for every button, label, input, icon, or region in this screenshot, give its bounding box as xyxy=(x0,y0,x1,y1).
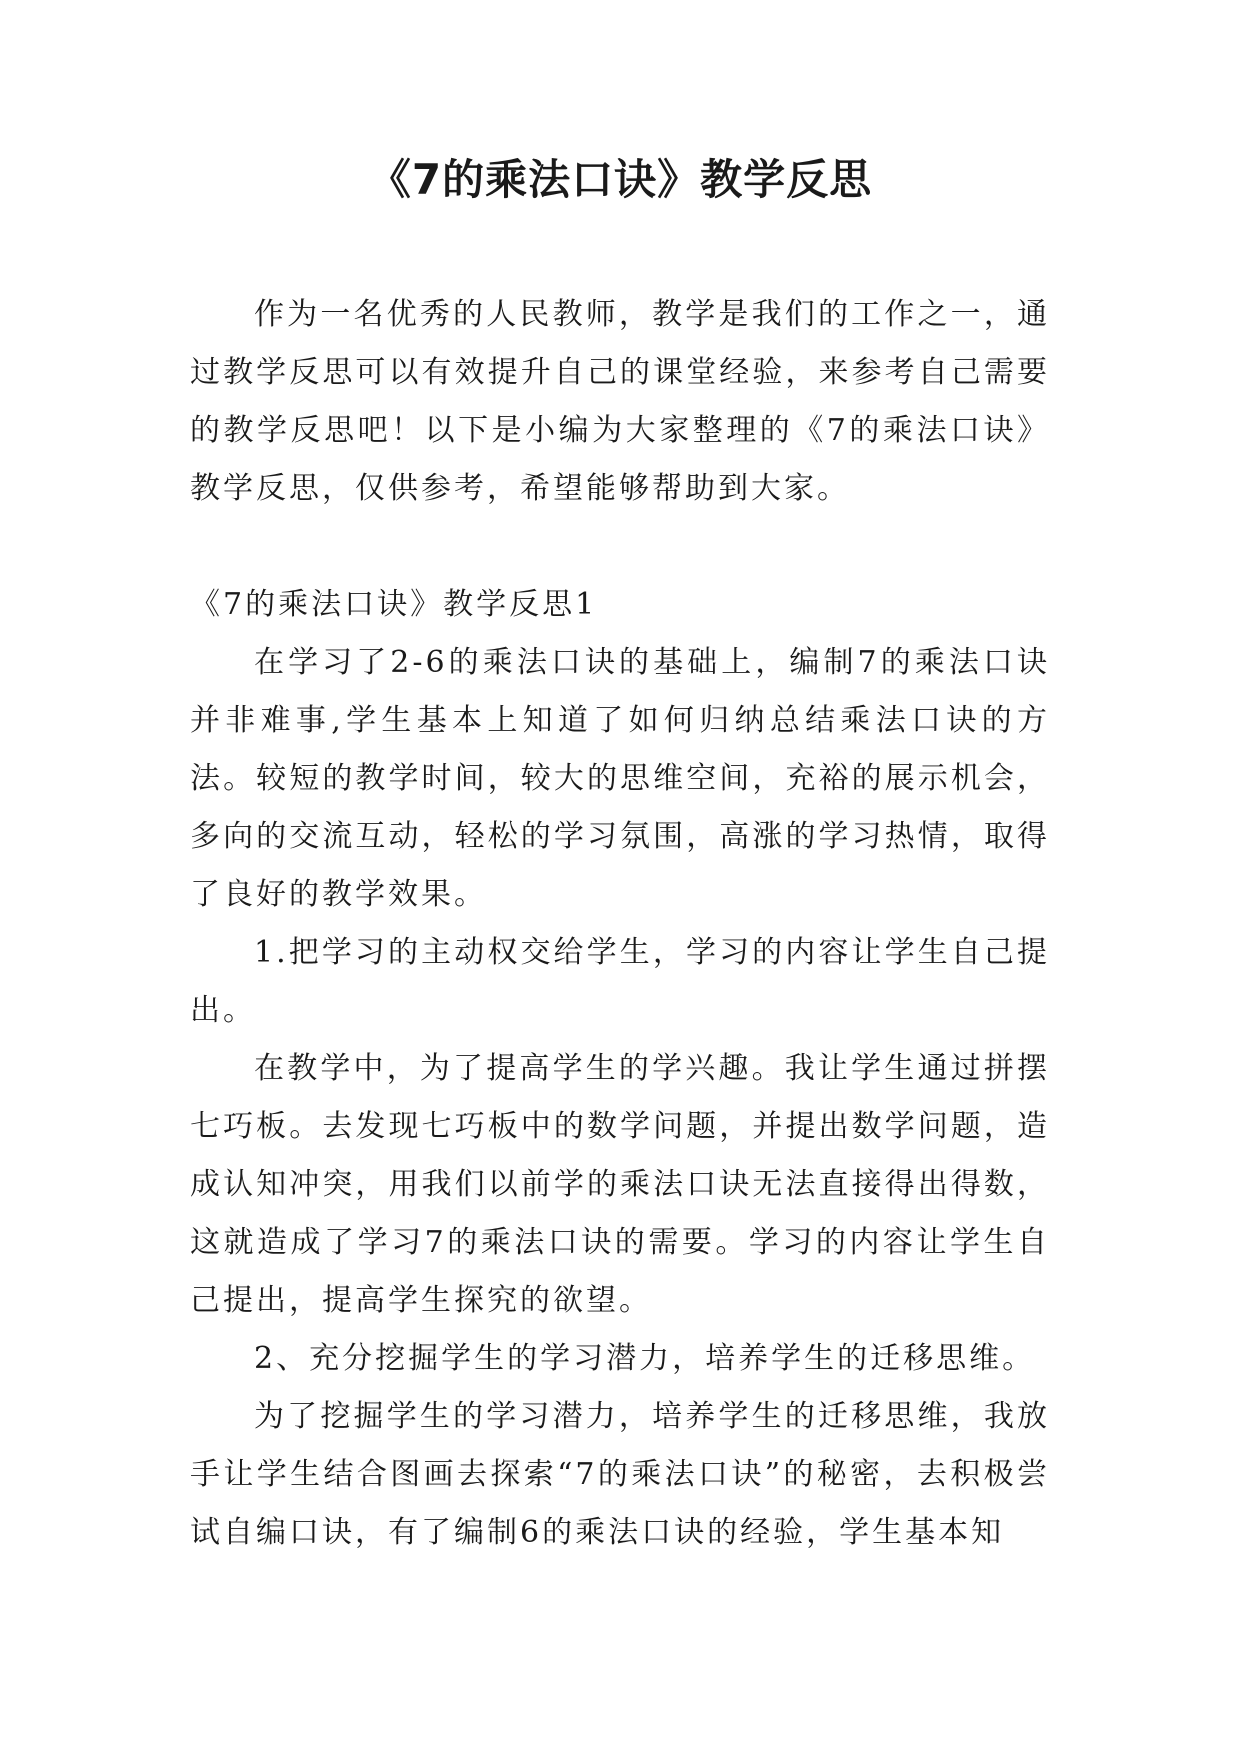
paragraph-spacer xyxy=(190,518,1050,576)
point-heading-1: 1.把学习的主动权交给学生，学习的内容让学生自己提出。 xyxy=(190,935,1050,1028)
intro-paragraph: 作为一名优秀的人民教师，教学是我们的工作之一，通过教学反思可以有效提升自己的课堂经验，来参考自己需要的教学反思吧！以下是小编为大家整理的《7的乘法口诀》教学反思，仅供参考，希望能够帮助到大家。 xyxy=(190,297,1050,506)
point-heading-2: 2、充分挖掘学生的学习潜力，培养学生的迁移思维。 xyxy=(254,1341,1036,1376)
body-paragraph: 在学习了2-6的乘法口诀的基础上，编制7的乘法口诀并非难事,学生基本上知道了如何归纳总结乘法口诀的方法。较短的教学时间，较大的思维空间，充裕的展示机会，多向的交流互动，轻松的学习氛围，高涨的学习热情，取得了良好的教学效果。 xyxy=(190,645,1050,912)
document-title: 《7的乘法口诀》教学反思 xyxy=(368,155,873,204)
body-paragraph: 在教学中，为了提高学生的学兴趣。我让学生通过拼摆七巧板。去发现七巧板中的数学问题，并提出数学问题，造成认知冲突，用我们以前学的乘法口诀无法直接得出得数，这就造成了学习7的乘法口诀的需要。学习的内容让学生自己提出，提高学生探究的欲望。 xyxy=(190,1051,1050,1318)
document-body xyxy=(190,286,1050,1562)
section-heading: 《7的乘法口诀》教学反思1 xyxy=(190,587,598,622)
body-paragraph: 为了挖掘学生的学习潜力，培养学生的迁移思维，我放手让学生结合图画去探索“7的乘法口诀”的秘密，去积极尝试自编口诀，有了编制6的乘法口诀的经验，学生基本知 xyxy=(190,1399,1050,1550)
